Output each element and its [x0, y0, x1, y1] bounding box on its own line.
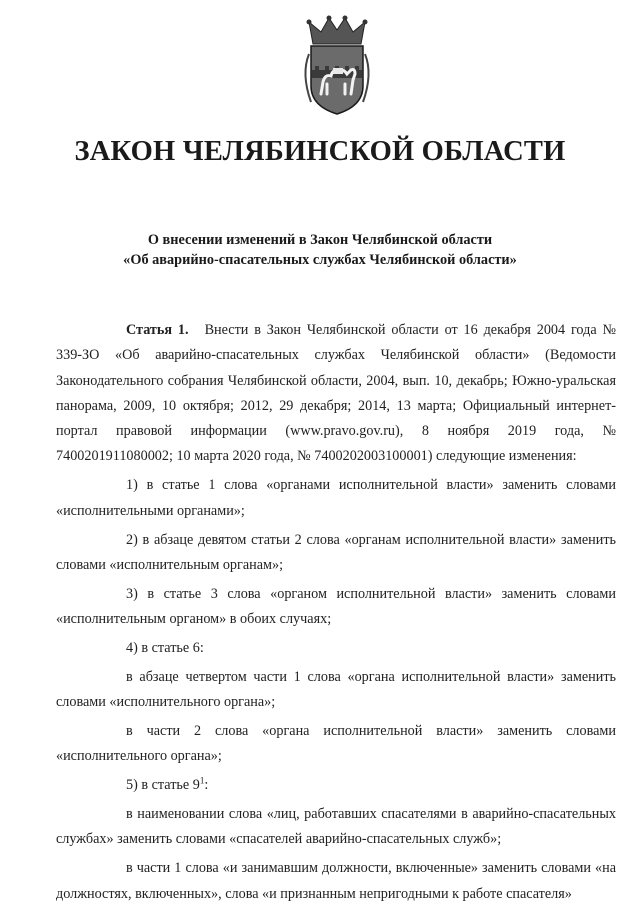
- item-2: 2) в абзаце девятом статьи 2 слова «органам исполнительной власти» заменить словами «исполнительным органам»;: [56, 531, 616, 573]
- item-4-sub-2: в части 2 слова «органа исполнительной власти» заменить словами «исполнительного органа»;: [56, 723, 616, 765]
- item-5-sub-2: в части 1 слова «и занимавшим должности, включенные» заменить словами «на должностях, включенных», слова «и признанным непригодными к работе спасателя»: [56, 860, 616, 902]
- item-5-sub-1: в наименовании слова «лиц, работавших спасателями в аварийно-спасательных службах» заменить словами «спасателей аварийно-спасательных служб»;: [56, 806, 616, 848]
- item-1: 1) в статье 1 слова «органами исполнительной власти» заменить словами «исполнительными органами»;: [56, 477, 616, 519]
- document-subtitle: [0, 230, 640, 270]
- document-title: ЗАКОН ЧЕЛЯБИНСКОЙ ОБЛАСТИ: [74, 136, 566, 167]
- item-5-sup: 1: [199, 775, 205, 786]
- article-1-text: Внести в Закон Челябинской области от 16 декабря 2004 года № 339-ЗО «Об аварийно-спасательных службах Челябинской области» (Ведомости Законодательного собрания Челябинской области, 2004, вып. 10, декабрь; Южно-уральская панорама, 2009, 10 октября; 2012, 29 декабря; 2014, 13 марта; Официальный интернет-портал правовой информации (www.pravo.gov.ru), 8 ноября 2019 года, № 7400201911080002; 10 марта 2020 года, № 7400202003100001) следующие изменения:: [56, 322, 616, 465]
- item-3: 3) в статье 3 слова «органом исполнительной власти» заменить словами «исполнительным органом» в обоих случаях;: [56, 585, 616, 628]
- subtitle-line-1: О внесении изменений в Закон Челябинской области: [147, 232, 493, 248]
- chelyabinsk-coat-of-arms-icon: [299, 14, 375, 118]
- item-5-suffix: :: [204, 777, 209, 794]
- item-5: [56, 773, 616, 798]
- item-4-sub-1: в абзаце четвертом части 1 слова «органа исполнительной власти» заменить словами «исполнительного органа»;: [56, 668, 616, 711]
- article-1-label: Статья 1.: [126, 322, 189, 338]
- document-body: [56, 318, 616, 910]
- article-1-paragraph: [56, 318, 616, 470]
- item-4: 4) в статье 6:: [126, 639, 204, 656]
- subtitle-line-2: «Об аварийно-спасательных службах Челябинской области»: [123, 252, 517, 268]
- item-5-prefix: 5) в статье 9: [126, 777, 200, 794]
